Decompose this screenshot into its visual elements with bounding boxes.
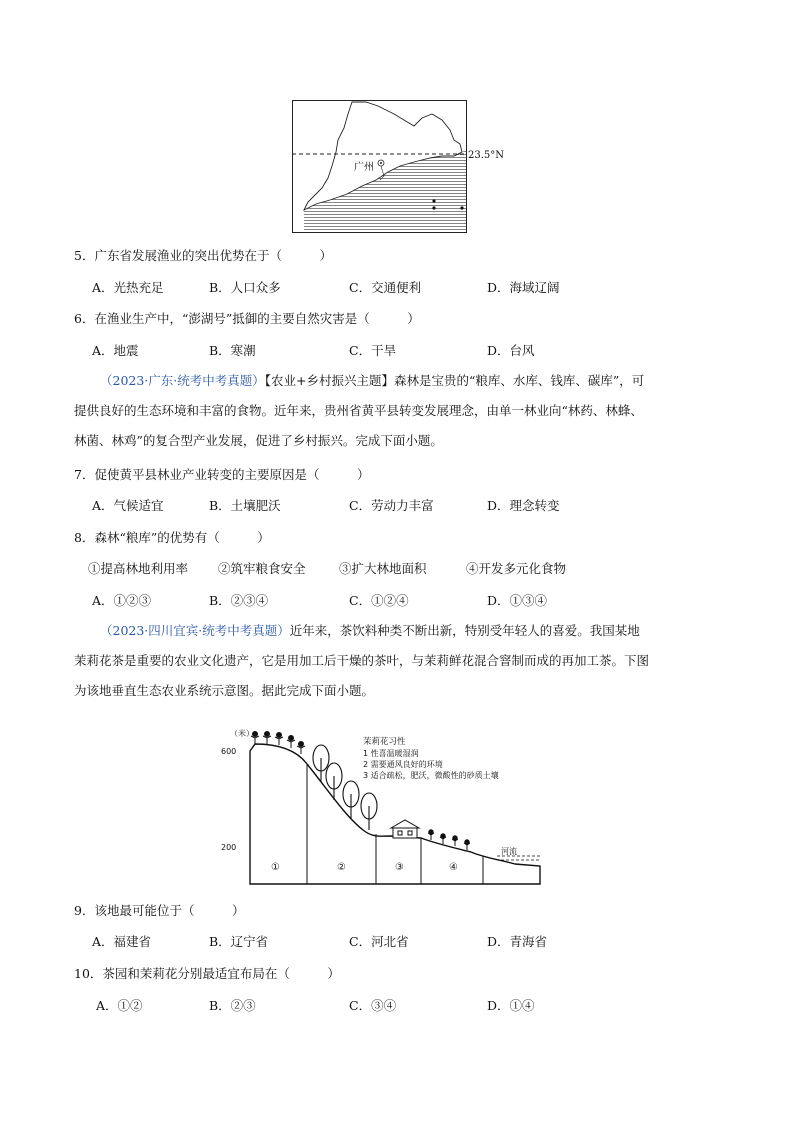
passage-2-line3: 为该地垂直生态农业系统示意图。据此完成下面小题。 — [74, 683, 375, 698]
question-7-stem: 7．促使黄平县林业产业转变的主要原因是（ ） — [74, 467, 370, 482]
q5-option-d[interactable]: D．海域辽阔 — [487, 280, 560, 295]
river-lines — [497, 856, 540, 860]
y-tick-200: 200 — [221, 843, 237, 852]
latitude-label: 23.5°N — [468, 150, 504, 161]
q5-option-a[interactable]: A．光热充足 — [92, 280, 164, 295]
legend-title: 茉莉花习性 — [363, 737, 406, 747]
passage-1-source: （2023·广东·统考中考真题） — [100, 373, 265, 388]
river-label: 河流 — [501, 847, 517, 856]
q6-option-b[interactable]: B．寒潮 — [209, 343, 256, 358]
house-icon — [391, 820, 419, 838]
legend-item-2: 2 需要通风良好的环境 — [363, 760, 443, 769]
legend-item-3: 3 适合疏松，肥沃，微酸性的砂质土壤 — [363, 771, 499, 780]
q9-option-c[interactable]: C．河北省 — [349, 934, 409, 949]
q7-option-a[interactable]: A．气候适宜 — [92, 498, 164, 513]
passage-2-line1: 近年来，茶饮料种类不断出新，特别受年轻人的喜爱。我国某地 — [289, 623, 640, 638]
q8-statement-3: ③扩大林地面积 — [339, 561, 427, 576]
question-5-stem: 5．广东省发展渔业的突出优势在于（ ） — [74, 248, 332, 263]
q10-option-c[interactable]: C．③④ — [349, 998, 397, 1013]
terrain-diagram — [215, 724, 550, 890]
q7-option-b[interactable]: B．土壤肥沃 — [209, 498, 281, 513]
passage-1-line2: 提供良好的生态环境和丰富的食物。近年来，贵州省黄平县转变发展理念，由单一林业向“林药、林蜂、 — [74, 403, 643, 418]
question-10-stem: 10．茶园和茉莉花分别最适宜布局在（ ） — [74, 966, 340, 981]
zone-4-label: ④ — [449, 862, 458, 873]
zone-2-label: ② — [337, 862, 346, 873]
q9-option-a[interactable]: A．福建省 — [92, 934, 152, 949]
legend-item-1: 1 性喜温暖湿润 — [363, 749, 419, 758]
passage-2-line2: 茉莉花茶是重要的农业文化遗产，它是用加工后干燥的茶叶，与茉莉鲜花混合窨制而成的再加工茶。下图 — [74, 653, 650, 668]
question-6-stem: 6．在渔业生产中，“澎湖号”抵御的主要自然灾害是（ ） — [74, 311, 420, 326]
passage-1 — [74, 366, 724, 456]
q7-option-d[interactable]: D．理念转变 — [487, 498, 560, 513]
q10-option-d[interactable]: D．①④ — [487, 998, 535, 1013]
question-9-stem: 9．该地最可能位于（ ） — [74, 903, 245, 918]
zone-1-label: ① — [271, 862, 280, 873]
zone-3-label: ③ — [395, 862, 404, 873]
question-8-stem: 8．森林“粮库”的优势有（ ） — [74, 530, 270, 545]
y-tick-600: 600 — [221, 747, 237, 756]
q6-option-d[interactable]: D．台风 — [487, 343, 535, 358]
q8-option-b[interactable]: B．②③④ — [209, 593, 269, 608]
q6-option-c[interactable]: C．干旱 — [349, 343, 397, 358]
q10-option-a[interactable]: A．①② — [96, 998, 143, 1013]
q8-statement-4: ④开发多元化食物 — [466, 561, 567, 576]
q6-option-a[interactable]: A．地震 — [92, 343, 139, 358]
passage-2 — [74, 616, 724, 706]
q8-statement-2: ②筑牢粮食安全 — [218, 561, 306, 576]
q8-statement-1: ①提高林地利用率 — [88, 561, 189, 576]
guangdong-map — [292, 100, 504, 234]
passage-1-line3: 林菌、林鸡”的复合型产业发展，促进了乡村振兴。完成下面小题。 — [74, 433, 443, 448]
passage-2-source: （2023·四川宜宾·统考中考真题） — [100, 623, 290, 638]
q5-option-b[interactable]: B．人口众多 — [209, 280, 281, 295]
q7-option-c[interactable]: C．劳动力丰富 — [349, 498, 434, 513]
passage-1-tag: 【农业+乡村振兴主题】 — [264, 373, 394, 388]
q10-option-b[interactable]: B．②③ — [209, 998, 256, 1013]
q8-option-d[interactable]: D．①③④ — [487, 593, 548, 608]
q9-option-b[interactable]: B．辽宁省 — [209, 934, 269, 949]
city-label: 广州 — [354, 162, 374, 173]
q8-option-c[interactable]: C．①②④ — [349, 593, 409, 608]
unit-label: （米） — [230, 729, 254, 738]
q9-option-d[interactable]: D．青海省 — [487, 934, 548, 949]
q5-option-c[interactable]: C．交通便利 — [349, 280, 422, 295]
passage-1-line1: 森林是宝贵的“粮库、水库、钱库、碳库”，可 — [394, 373, 645, 388]
q8-option-a[interactable]: A．①②③ — [92, 593, 152, 608]
